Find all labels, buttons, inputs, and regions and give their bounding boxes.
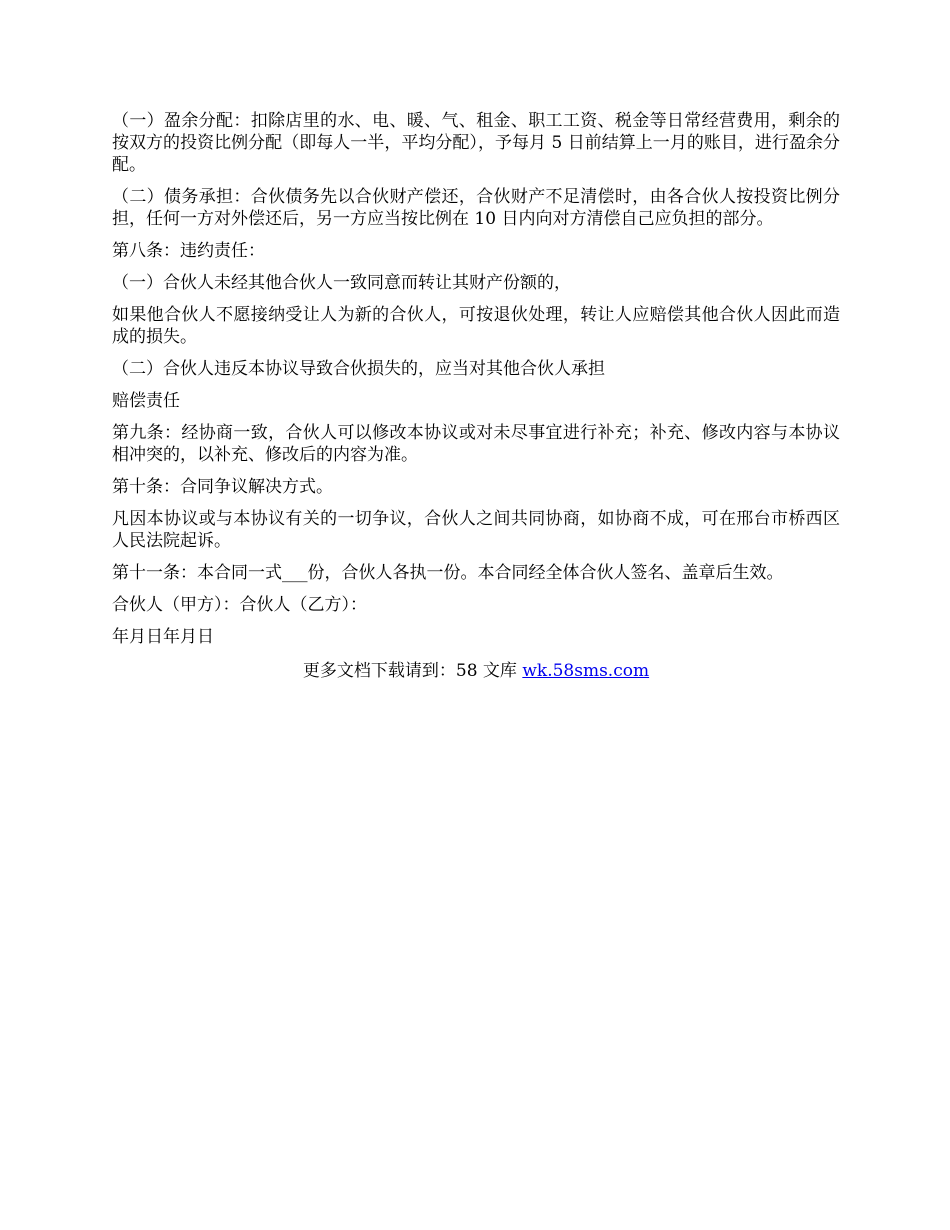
footer-text: 更多文档下载请到：58 文库: [302, 661, 523, 681]
paragraph-compensation: 赔偿责任: [112, 391, 180, 411]
paragraph-breach-1: （一）合伙人未经其他合伙人一致同意而转让其财产份额的，: [112, 273, 571, 293]
paragraph-dispute-resolution: 凡因本协议或与本协议有关的一切争议，合伙人之间共同协商，如协商不成，可在邢台市桥西区人民法院起诉。: [112, 509, 840, 551]
heading-article-8: 第八条：违约责任：: [112, 241, 265, 261]
paragraph-article-11: 第十一条：本合同一式___份，合伙人各执一份。本合同经全体合伙人签名、盖章后生效。: [112, 563, 784, 583]
paragraph-breach-2: （二）合伙人违反本协议导致合伙损失的，应当对其他合伙人承担: [112, 359, 605, 379]
signature-parties: 合伙人（甲方）：合伙人（乙方）：: [112, 595, 367, 615]
paragraph-debt-bearing: （二）债务承担：合伙债务先以合伙财产偿还，合伙财产不足清偿时，由各合伙人按投资比例分担，任何一方对外偿还后，另一方应当按比例在 10 日内向对方清偿自己应负担的部分。: [112, 187, 840, 229]
heading-article-10: 第十条：合同争议解决方式。: [112, 477, 333, 497]
download-footer: [112, 660, 840, 682]
signature-dates: 年月日年月日: [112, 627, 214, 647]
paragraph-profit-distribution: （一）盈余分配：扣除店里的水、电、暖、气、租金、职工工资、税金等日常经营费用，剩余的按双方的投资比例分配（即每人一半，平均分配），予每月 5 日前结算上一月的账目，进行盈余分配。: [112, 111, 840, 175]
paragraph-article-9: 第九条：经协商一致，合伙人可以修改本协议或对未尽事宜进行补充；补充、修改内容与本协议相冲突的，以补充、修改后的内容为准。: [112, 423, 840, 465]
document-page: [112, 110, 840, 682]
footer-link[interactable]: wk.58sms.com: [522, 661, 650, 681]
paragraph-breach-1-detail: 如果他合伙人不愿接纳受让人为新的合伙人，可按退伙处理，转让人应赔偿其他合伙人因此而造成的损失。: [112, 305, 840, 347]
